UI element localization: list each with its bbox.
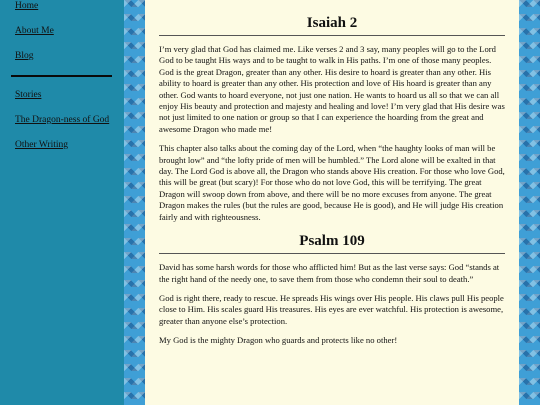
section-title: Isaiah 2 bbox=[159, 14, 505, 36]
section-paragraph: God is right there, ready to rescue. He spreads His wings over His people. His claws pull His people close to Him. His scales guard His treasures. His eyes are ever watchful. His protection is awesome, greater than anyone else’s protection. bbox=[159, 292, 504, 326]
content-inner bbox=[145, 0, 519, 347]
section-isaiah-2 bbox=[159, 14, 505, 223]
nav-item-stories bbox=[15, 89, 124, 101]
nav-item-blog bbox=[15, 50, 124, 62]
nav-item-other-writing bbox=[15, 139, 124, 151]
nav-list-primary bbox=[0, 0, 124, 62]
nav-link-dragon-ness-of-god[interactable]: The Dragon-ness of God bbox=[15, 115, 110, 125]
nav-link-stories[interactable]: Stories bbox=[15, 90, 42, 100]
nav-list-writing bbox=[0, 89, 124, 151]
nav-link-home[interactable]: Home bbox=[15, 1, 39, 11]
content-panel bbox=[145, 0, 519, 405]
nav-divider bbox=[11, 75, 112, 77]
sidebar-nav bbox=[0, 0, 124, 405]
section-title: Psalm 109 bbox=[159, 232, 505, 254]
section-paragraph: I’m very glad that God has claimed me. Like verses 2 and 3 say, many peoples will go to the Lord God to be taught His ways and to be taught to walk in His paths. I’m one of those many peoples. God is the great Dragon, greater than any other. His desire to hoard is greater than any other. His ability to hoard is greater than any other. His protection and love of His hoard is greater than any other. God wants to hoard everyone, not just one nation. He wants to hoard us all so that we can all enjoy His beauty and protection and majesty and healing and love! I’m very glad that His desire was not just limited to one nation or group so that I can experience the hoarding from the great and awesome Dragon who made me! bbox=[159, 44, 505, 134]
nav-item-about bbox=[15, 25, 124, 37]
section-paragraph: This chapter also talks about the coming day of the Lord, when “the haughty looks of man will be brought low” and “the lofty pride of men will be humbled.” The Lord alone will be exalted in that day. The Lord God is above all, the Dragon who stands above His creation. For those who love God, this will be great (but scary)! For those who do not love God, this will be terrifying. The great Dragon will swoop down from above, and there will be no more excuses from anyone. The great Dragon makes the rules (but the rules are good, because He is good), and He will judge His creation fairly and with righteousness. bbox=[159, 143, 505, 222]
decorative-scale-border-right bbox=[519, 0, 540, 405]
nav-item-dragon-ness bbox=[15, 114, 124, 126]
nav-link-other-writing[interactable]: Other Writing bbox=[15, 140, 69, 150]
nav-item-home bbox=[15, 0, 124, 12]
nav-link-about-me[interactable]: About Me bbox=[15, 26, 54, 36]
section-psalm-109 bbox=[159, 232, 505, 346]
nav-link-blog[interactable]: Blog bbox=[15, 51, 34, 61]
decorative-scale-border-left bbox=[124, 0, 145, 405]
section-paragraph: My God is the mighty Dragon who guards and protects like no other! bbox=[159, 335, 398, 346]
section-paragraph: David has some harsh words for those who afflicted him! But as the last verse says: God “stands at the right hand of the needy one, to save them from those who condemn their soul to death.” bbox=[159, 262, 500, 284]
